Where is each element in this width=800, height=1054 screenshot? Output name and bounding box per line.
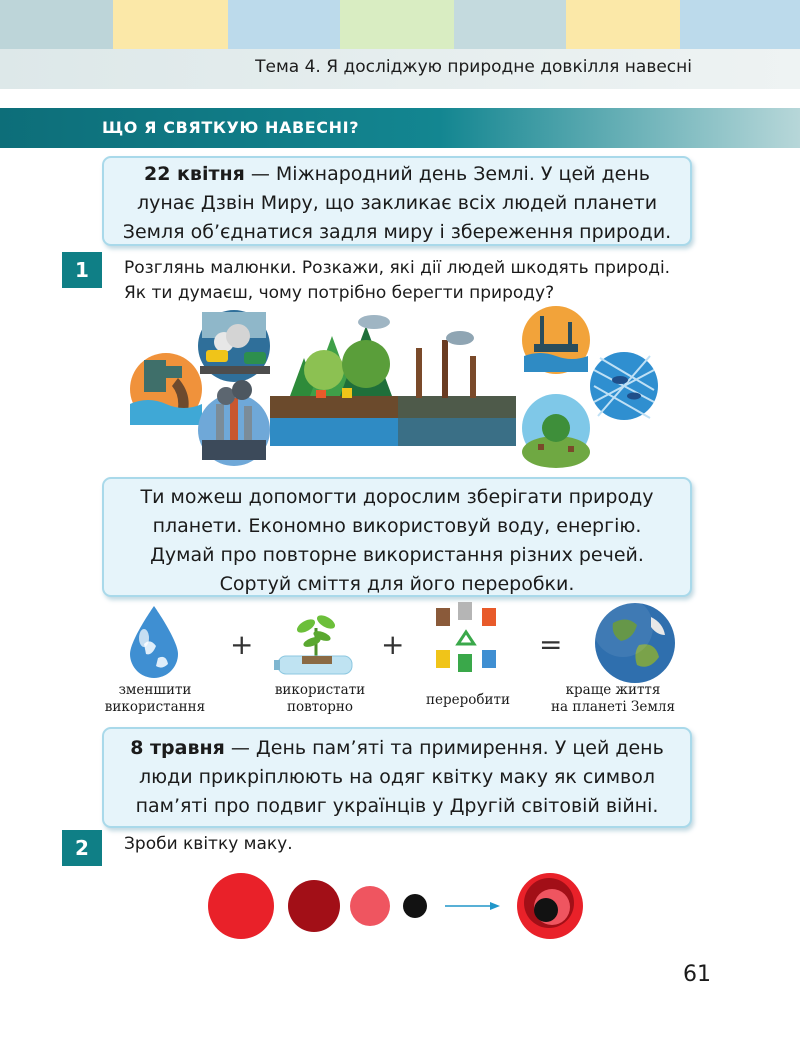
theme-title: Тема 4. Я досліджую природне довкілля навесні <box>255 57 692 77</box>
forest-scene-icon <box>270 315 516 446</box>
better-life-line2: на планеті Земля <box>550 699 676 715</box>
plus-sign: + <box>381 628 405 661</box>
strip <box>566 0 680 49</box>
task1-line2: Як ти думаєш, чому потрібно берегти природу? <box>124 283 555 303</box>
earth-day-box <box>102 156 692 246</box>
earth-day-line3: Земля об’єднатися задля миру і збереження природи. <box>122 221 672 243</box>
help-line3: Думай про повторне використання різних речей. <box>150 544 644 566</box>
earth-day-text1: — Міжнародний день Землі. У цей день <box>244 163 650 185</box>
help-line1: Ти можеш допомогти дорослим зберігати природу <box>140 486 654 508</box>
earth-day-line2: лунає Дзвін Миру, що закликає всіх людей планети <box>136 192 658 214</box>
remembrance-text1: — День пам’яті та примирення. У цей день <box>224 737 664 759</box>
recycling-bins-icon <box>428 598 504 682</box>
water-drop-globe-icon <box>126 604 182 680</box>
arrow-head-icon <box>490 902 500 910</box>
reuse-label-line2: повторно <box>286 699 354 715</box>
task2-text: Зроби квітку маку. <box>124 834 293 854</box>
better-life-line1: краще життя <box>565 682 661 698</box>
plus-sign: + <box>230 628 254 661</box>
recycle-label <box>408 692 528 709</box>
strip <box>680 0 800 49</box>
poppy-flower-icon <box>517 873 583 939</box>
earth-day-line1 <box>104 160 690 189</box>
reduce-label <box>92 682 218 716</box>
help-nature-box <box>102 477 692 597</box>
deforestation-icon <box>522 394 590 468</box>
pink-circle <box>350 886 390 926</box>
fishing-net-icon <box>590 352 658 420</box>
better-life-label <box>528 682 698 716</box>
strip <box>113 0 228 49</box>
reduce-label-line2: використання <box>104 699 206 715</box>
black-circle <box>403 894 427 918</box>
remembrance-line1 <box>104 734 690 763</box>
task1-line1: Розглянь малюнки. Розкажи, які дії людей шкодять природі. <box>124 258 671 278</box>
reduce-label-line1: зменшити <box>118 682 192 698</box>
section-header <box>0 108 800 148</box>
air-pollution-traffic-icon <box>198 310 270 382</box>
task-number-badge: 2 <box>62 830 102 866</box>
equals-sign: = <box>539 628 563 661</box>
remembrance-date: 8 травня <box>130 737 225 759</box>
oil-platform-icon <box>522 306 590 374</box>
water-pollution-icon <box>130 353 202 425</box>
dark-red-circle <box>288 880 340 932</box>
reuse-label-line1: використати <box>274 682 366 698</box>
theme-bar <box>0 49 800 89</box>
earth-day-date: 22 квітня <box>143 163 245 185</box>
sprout-in-bottle-icon <box>272 604 362 680</box>
earth-globe-icon <box>593 601 677 685</box>
poppy-craft-diagram <box>200 866 600 946</box>
help-line2: планети. Економно використовуй воду, енергію. <box>152 515 642 537</box>
strip <box>228 0 340 49</box>
top-color-strips <box>0 0 800 49</box>
task1-text <box>124 256 704 306</box>
strip <box>0 0 113 49</box>
factory-smoke-icon <box>198 380 270 466</box>
strip <box>340 0 454 49</box>
nature-illustration <box>120 300 670 470</box>
page-number: 61 <box>683 962 711 987</box>
reuse-label <box>258 682 382 716</box>
remembrance-line2: люди прикріплюють на одяг квітку маку як символ <box>138 766 656 788</box>
section-title: ЩО Я СВЯТКУЮ НАВЕСНІ? <box>102 118 360 137</box>
remembrance-day-box <box>102 727 692 828</box>
strip <box>454 0 566 49</box>
remembrance-line3: пам’яті про подвиг українців у Другій світовій війні. <box>135 795 659 817</box>
help-line4: Сортуй сміття для його переробки. <box>219 573 575 595</box>
recycle-label-line1: переробити <box>426 692 510 708</box>
red-circle <box>208 873 274 939</box>
task-number-badge: 1 <box>62 252 102 288</box>
